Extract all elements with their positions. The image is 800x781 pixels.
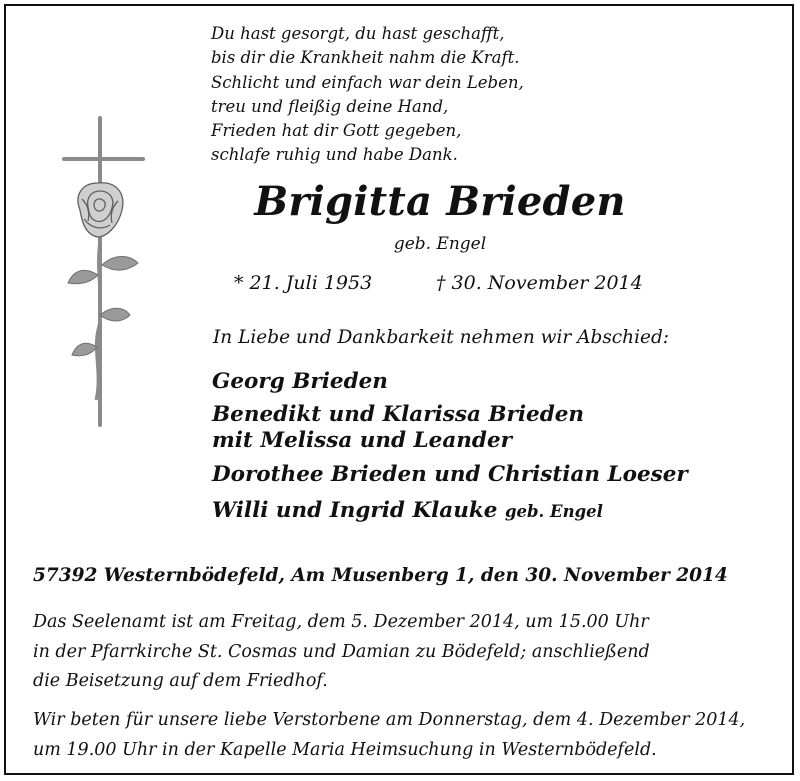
death-date: † 30. November 2014 [436, 272, 643, 294]
funeral-line: die Beisetzung auf dem Friedhof. [33, 671, 328, 691]
mourner-name: Willi und Ingrid Klauke [212, 498, 498, 523]
funeral-line: in der Pfarrkirche St. Cosmas und Damian zu Bödefeld; anschließend [33, 641, 650, 662]
funeral-notice [33, 608, 650, 697]
funeral-line: Das Seelenamt ist am Freitag, dem 5. Dezember 2014, um 15.00 Uhr [33, 612, 649, 632]
prayer-line: Wir beten für unsere liebe Verstorbene am Donnerstag, dem 4. Dezember 2014, [33, 710, 746, 730]
farewell-line: In Liebe und Dankbarkeit nehmen wir Abschied: [213, 327, 670, 348]
address-line: 57392 Westernbödefeld, Am Musenberg 1, den 30. November 2014 [33, 565, 728, 586]
birth-date: * 21. Juli 1953 [234, 272, 373, 294]
mourner-line [212, 495, 688, 526]
mourners-list [212, 366, 688, 526]
cross-with-rose-icon [60, 115, 150, 430]
poem [211, 22, 524, 168]
poem-line: schlafe ruhig und habe Dank. [211, 145, 458, 165]
mourner-line: mit Melissa und Leander [212, 428, 512, 453]
poem-line: treu und fleißig deine Hand, [211, 96, 449, 116]
mourner-line: Benedikt und Klarissa Brieden [212, 402, 585, 427]
poem-line: Frieden hat dir Gott gegeben, [211, 121, 462, 141]
poem-line: Du hast gesorgt, du hast geschafft, [211, 24, 505, 43]
mourner-line: Georg Brieden [212, 369, 388, 394]
maiden-name: geb. Engel [393, 234, 487, 254]
poem-line: Schlicht und einfach war dein Leben, [211, 72, 524, 92]
poem-line: bis dir die Krankheit nahm die Kraft. [211, 48, 520, 68]
prayer-notice [33, 706, 745, 765]
mourner-maiden-name: geb. Engel [504, 502, 603, 521]
deceased-name: Brigitta Brieden [254, 178, 626, 225]
mourner-line: Dorothee Brieden und Christian Loeser [212, 462, 688, 487]
prayer-line: um 19.00 Uhr in der Kapelle Maria Heimsuchung in Westernbödefeld. [33, 739, 657, 760]
